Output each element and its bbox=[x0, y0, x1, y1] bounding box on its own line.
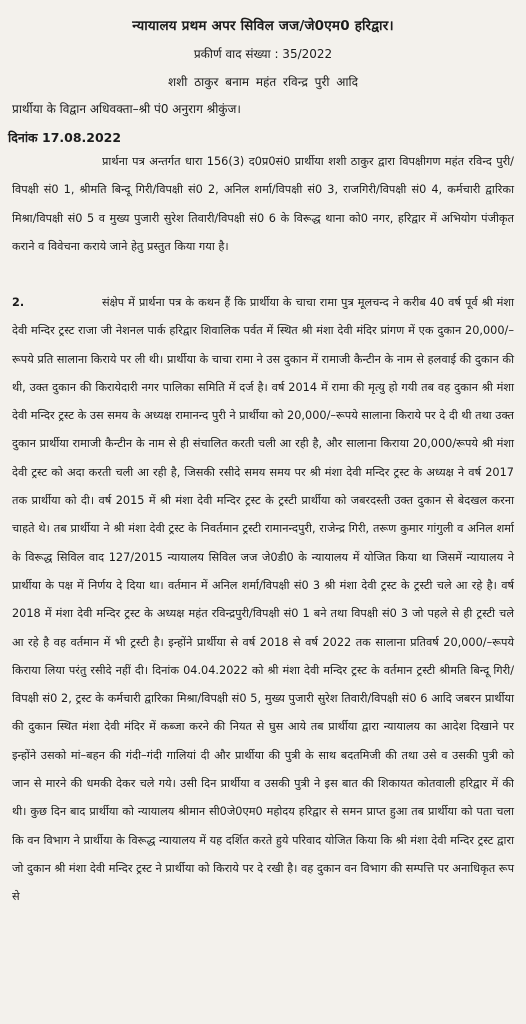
court-title: न्यायालय प्रथम अपर सिविल जज/जे0एम0 हरिद्वार। bbox=[132, 18, 394, 34]
case-parties: शशी ठाकुर बनाम महंत रविन्द्र पुरी आदि bbox=[167, 75, 359, 89]
paragraph-1 bbox=[12, 148, 514, 261]
case-number: प्रकीर्ण वाद संख्या : 35/2022 bbox=[193, 47, 333, 61]
advocate-line: प्रार्थीया के विद्वान अधिवक्ता–श्री पं0 अनुराग श्रीकुंज। bbox=[12, 102, 241, 116]
order-date: दिनांक 17.08.2022 bbox=[8, 130, 122, 145]
paragraph-text: प्रार्थना पत्र अन्तर्गत धारा 156(3) द0प्र0सं0 प्रार्थीया शशी ठाकुर द्वारा विपक्षीगण महंत रविन्द पुरी/विपक्षी सं0 1, श्रीमति बिन्दू गिरी/विपक्षी सं0 2, अनिल शर्मा/विपक्षी सं0 3, राजगिरी/विपक्षी सं0 4, कर्मचारी द्वारिका मिश्रा/विपक्षी सं0 5 व मुख्य पुजारी सुरेश तिवारी/विपक्षी सं0 6 के विरूद्ध थाना को0 नगर, हरिद्वार में अभियोग पंजीकृत कराने व विवेचना कराये जाने हेतु प्रस्तुत किया गया है। bbox=[12, 155, 514, 253]
paragraph-number: 2. bbox=[12, 296, 25, 309]
paragraph-2 bbox=[12, 289, 514, 912]
paragraph-text: संक्षेप में प्रार्थना पत्र के कथन हैं कि प्रार्थीया के चाचा रामा पुत्र मूलचन्द ने करीब 40 वर्ष पूर्व श्री मंशा देवी मन्दिर ट्रस्ट राजा जी नेशनल पार्क हरिद्वार शिवालिक पर्वत में स्थित श्री मंशा देवी मंदिर प्रांगण में एक दुकान 20,000/–रूपये प्रति सालाना किराये पर ली थी। प्रार्थीया के चाचा रामा ने उस दुकान में रामाजी कैन्टीन के नाम से हलवाई की दुकान की थी, उक्त दुकान की किरायेदारी नगर पालिका समिति में दर्ज है। वर्ष 2014 में रामा की मृत्यु हो गयी तब वह दुकान श्री मंशा देवी मन्दिर ट्रस्ट के उस समय के अध्यक्ष रामानन्द पुरी ने प्रार्थीया को 20,000/–रूपये सालाना किराये पर दे दी थी तथा उक्त दुकान प्रार्थीया रामाजी कैन्टीन के नाम से ही संचालित करती चली आ रही है, और सालाना किराया 20,000/रूपये श्री मंशा देवी ट्रस्ट को अदा करती चली आ रही है, जिसकी रसीदे समय समय पर श्री मंशा देवी मन्दिर ट्रस्ट के अध्यक्ष ने वर्ष 2017 तक प्रार्थीया को दी। वर्ष 2015 में श्री मंशा देवी मन्दिर ट्रस्ट के ट्रस्टी प्रार्थीया को जबरदस्ती उक्त दुकान से बेदखल करना चाहते थे। तब प्रार्थीया ने श्री मंशा देवी ट्रस्ट के निवर्तमान ट्रस्टी रामानन्दपुरी, राजेन्द्र गिरी, तरूण कुमार गांगुली व अनिल शर्मा के विरूद्ध सिविल वाद 127/2015 न्यायालय सिविल जज जे0डी0 के न्यायालय में योजित किया था जिसमें न्यायालय ने प्रार्थीया के पक्ष में निर्णय दे दिया था। वर्तमान में अनिल शर्मा/विपक्षी सं0 3 श्री मंशा देवी ट्रस्ट के ट्रस्टी चले आ रहे है। वर्ष 2018 में मंशा देवी मन्दिर ट्रस्ट के अध्यक्ष महंत रविन्द्रपुरी/विपक्षी सं0 1 बने तथा विपक्षी सं0 3 जो पहले से ही ट्रस्टी चले आ रहे है वह वर्तमान में भी ट्रस्टी है। इन्होंने प्रार्थीया से वर्ष 2018 से वर्ष 2022 तक सालाना प्रतिवर्ष 20,000/–रूपये किराया लिया परंतु रसीदे नहीं दी। दिनांक 04.04.2022 को श्री मंशा देवी मन्दिर ट्रस्ट के वर्तमान ट्रस्टी श्रीमति बिन्दू गिरी/विपक्षी सं0 2, ट्रस्ट के कर्मचारी द्वारिका मिश्रा/विपक्षी सं0 5, मुख्य पुजारी सुरेश तिवारी/विपक्षी सं0 6 आदि जबरन प्रार्थीया की दुकान स्थित मंशा देवी मंदिर में कब्जा करने की नियत से घुस आये तब प्रार्थीया द्वारा न्यायालय का आदेश दिखाने पर इन्होंने उसको मां–बहन की गंदी–गंदी गालियां दी और प्रार्थीया की पुत्री के साथ बदतमिजी की तथा उसे व उसकी पुत्री को जान से मारने की धमकी देकर चले गये। उसी दिन प्रार्थीया व उसकी पुत्री ने इस बात की शिकायत कोतवाली हरिद्वार में की थी। कुछ दिन बाद प्रार्थीया को न्यायालय श्रीमान सी0जे0एम0 महोदय हरिद्वार से समन प्राप्त हुआ तब प्रार्थीया को पता चला कि वन विभाग ने प्रार्थीया के विरूद्ध न्यायालय में यह दर्शित करते हुये परिवाद योजित किया कि श्री मंशा देवी मन्दिर ट्रस्ट द्वारा जो दुकान श्री मंशा देवी मन्दिर ट्रस्ट ने प्रार्थीया को किराये पर दे रखी है। वह दुकान वन विभाग की सम्पत्ति पर अनाधिकृत रूप से bbox=[12, 296, 514, 904]
